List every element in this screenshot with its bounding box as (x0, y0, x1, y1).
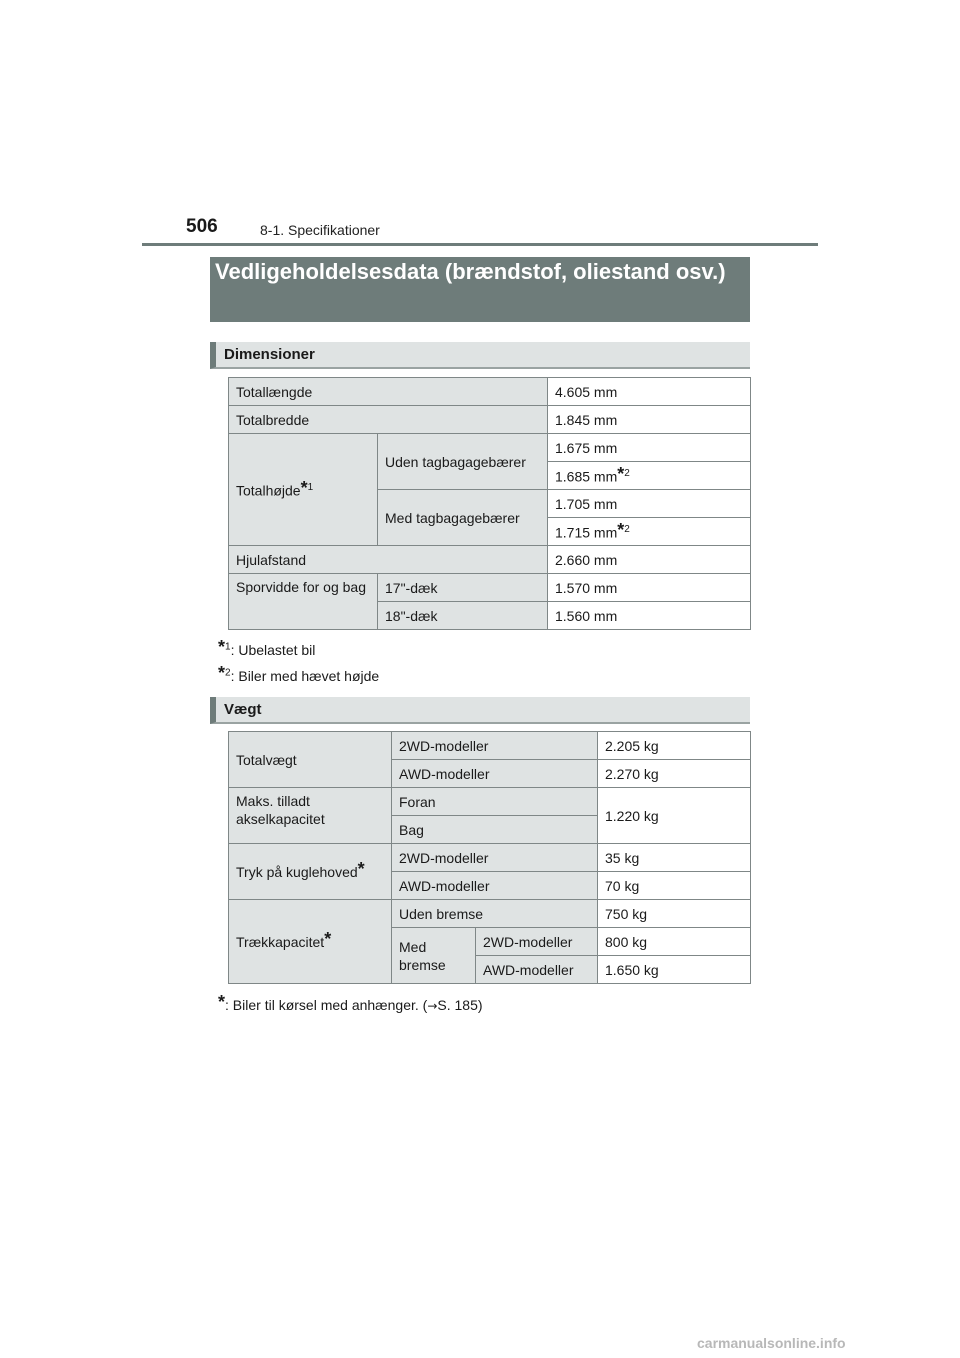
no-rack-value-2-cell (548, 462, 751, 490)
axle-front-label: Foran (392, 788, 598, 816)
with-rack-value-2-cell (548, 518, 751, 546)
tire18-label: 18"-dæk (378, 602, 548, 630)
axle-label: Maks. tilladt akselkapacitet (229, 788, 392, 844)
axle-value: 1.220 kg (598, 788, 751, 844)
no-rack-value-2: 1.685 mm (555, 468, 618, 485)
table-row (229, 378, 751, 406)
page-title: Vedligeholdelsesdata (brændstof, oliestand osv.) (210, 257, 750, 322)
no-brake-value: 750 kg (598, 900, 751, 928)
ball-2wd-value: 35 kg (598, 844, 751, 872)
height-label: Totalhøjde (236, 482, 301, 499)
table-row (229, 732, 751, 760)
footnote-number: 2 (225, 667, 231, 679)
footnote-marker: * (218, 663, 226, 683)
page-number: 506 (186, 216, 218, 237)
footnote-number: 1 (307, 482, 314, 494)
dimensions-table (228, 377, 751, 630)
gross-2wd-value: 2.205 kg (598, 732, 751, 760)
tow-2wd-value: 800 kg (598, 928, 751, 956)
gross-2wd-label: 2WD-modeller (392, 732, 598, 760)
table-row (229, 546, 751, 574)
table-row (229, 788, 751, 816)
ball-label: Tryk på kuglehoved (236, 864, 358, 880)
arrow-right-icon: → (427, 999, 438, 1013)
length-label: Totallængde (229, 378, 548, 406)
length-value: 4.605 mm (548, 378, 751, 406)
footnote-text: : Ubelastet bil (230, 642, 316, 658)
page-reference-link[interactable]: S. 185) (437, 997, 483, 1013)
ball-2wd-label: 2WD-modeller (392, 844, 598, 872)
gross-awd-label: AWD-modeller (392, 760, 598, 788)
weight-table (228, 731, 751, 984)
footnote-marker: * (218, 637, 226, 657)
footnote-number: 2 (624, 524, 630, 536)
with-rack-value-1: 1.705 mm (548, 490, 751, 518)
tow-awd-label: AWD-modeller (476, 956, 598, 984)
table-row (229, 574, 751, 602)
tow-awd-value: 1.650 kg (598, 956, 751, 984)
footnote-marker: * (324, 929, 332, 949)
tow-label-cell (229, 900, 392, 984)
height-label-cell (229, 434, 378, 546)
footnote-marker: * (218, 992, 226, 1012)
section-title: 8-1. Specifikationer (260, 222, 380, 238)
footnote-text: : Biler med hævet højde (230, 668, 380, 684)
table-row (229, 434, 751, 462)
tire17-value: 1.570 mm (548, 574, 751, 602)
watermark: carmanualsonline.info (697, 1335, 846, 1351)
track-label: Sporvidde for og bag (229, 574, 378, 630)
no-rack-value-1: 1.675 mm (548, 434, 751, 462)
table-row (229, 900, 751, 928)
tire18-value: 1.560 mm (548, 602, 751, 630)
footnote-2 (218, 665, 379, 686)
with-brake-label: Med bremse (392, 928, 476, 984)
footnote-marker: * (357, 859, 365, 879)
table-row (229, 844, 751, 872)
footnote-number: 2 (624, 468, 630, 480)
tow-label: Trækkapacitet (236, 934, 325, 950)
weight-heading: Vægt (210, 697, 750, 724)
gross-label: Totalvægt (229, 732, 392, 788)
axle-rear-label: Bag (392, 816, 598, 844)
tire17-label: 17"-dæk (378, 574, 548, 602)
footnote-towing (218, 994, 483, 1015)
header-rule (142, 243, 818, 246)
footnote-marker: * (300, 477, 308, 498)
ball-awd-label: AWD-modeller (392, 872, 598, 900)
width-value: 1.845 mm (548, 406, 751, 434)
no-brake-label: Uden bremse (392, 900, 598, 928)
table-row (229, 406, 751, 434)
footnote-marker: * (617, 519, 625, 540)
wheelbase-label: Hjulafstand (229, 546, 548, 574)
footnote-1 (218, 639, 315, 660)
ball-label-cell (229, 844, 392, 900)
with-rack-label: Med tagbagagebærer (378, 490, 548, 546)
dimensions-heading: Dimensioner (210, 342, 750, 369)
footnote-marker: * (617, 463, 625, 484)
wheelbase-value: 2.660 mm (548, 546, 751, 574)
footnote-number: 1 (225, 641, 231, 653)
ball-awd-value: 70 kg (598, 872, 751, 900)
gross-awd-value: 2.270 kg (598, 760, 751, 788)
no-rack-label: Uden tagbagagebærer (378, 434, 548, 490)
with-rack-value-2: 1.715 mm (555, 524, 618, 541)
width-label: Totalbredde (229, 406, 548, 434)
footnote-text: : Biler til kørsel med anhænger. ( (225, 997, 428, 1013)
tow-2wd-label: 2WD-modeller (476, 928, 598, 956)
